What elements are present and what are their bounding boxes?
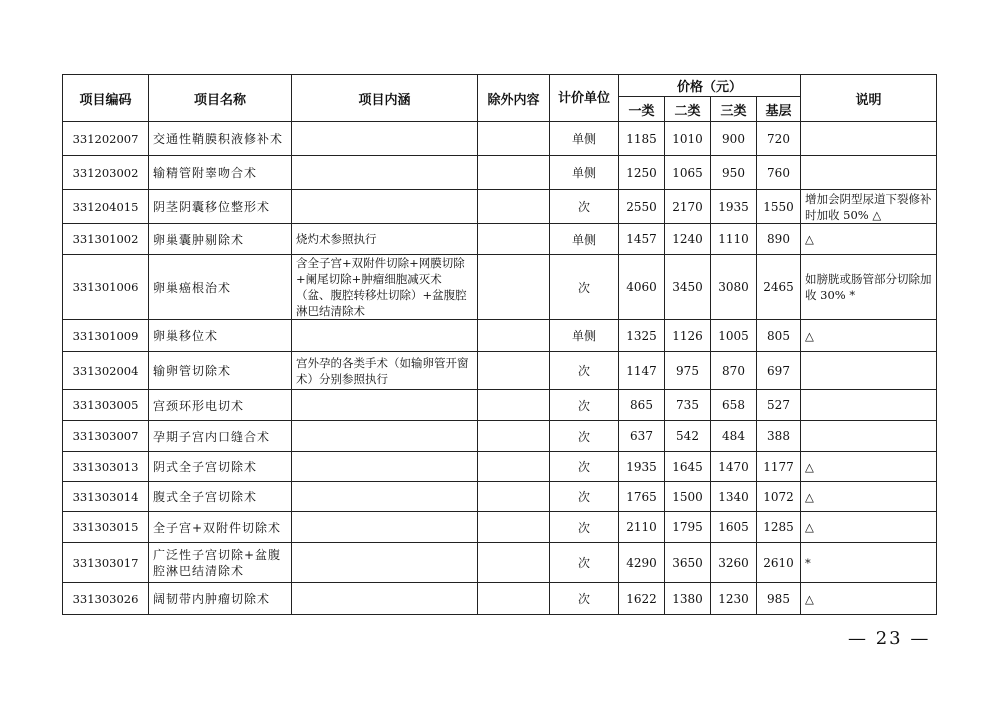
cell-content [292, 390, 478, 421]
cell-content [292, 512, 478, 543]
cell-note: △ [801, 583, 937, 615]
cell-content [292, 452, 478, 482]
cell-price-class1: 865 [619, 390, 665, 421]
cell-exclusion [478, 320, 550, 352]
cell-name: 宫颈环形电切术 [149, 390, 292, 421]
cell-exclusion [478, 352, 550, 390]
cell-price-base: 890 [757, 224, 801, 255]
cell-unit: 单侧 [550, 224, 619, 255]
cell-price-class1: 2550 [619, 190, 665, 224]
cell-price-class3: 1340 [711, 482, 757, 512]
cell-code: 331303014 [63, 482, 149, 512]
cell-price-class2: 1500 [665, 482, 711, 512]
cell-exclusion [478, 190, 550, 224]
cell-exclusion [478, 421, 550, 452]
table-row [63, 224, 937, 255]
cell-code: 331302004 [63, 352, 149, 390]
header-name: 项目名称 [149, 75, 292, 122]
cell-unit: 次 [550, 190, 619, 224]
table-body [63, 122, 937, 615]
cell-price-class3: 1005 [711, 320, 757, 352]
cell-price-class2: 3450 [665, 255, 711, 320]
cell-price-class3: 1470 [711, 452, 757, 482]
header-class3: 三类 [711, 97, 757, 122]
cell-note: △ [801, 224, 937, 255]
cell-price-class1: 1147 [619, 352, 665, 390]
cell-name: 广泛性子宫切除+盆腹腔淋巴结清除术 [149, 543, 292, 583]
cell-exclusion [478, 224, 550, 255]
cell-price-base: 1285 [757, 512, 801, 543]
cell-note: △ [801, 452, 937, 482]
cell-price-class3: 484 [711, 421, 757, 452]
cell-price-class3: 900 [711, 122, 757, 156]
table-row [63, 583, 937, 615]
cell-name: 输精管附睾吻合术 [149, 156, 292, 190]
page-number: — 23 — [848, 628, 931, 649]
price-table [62, 74, 937, 615]
cell-exclusion [478, 512, 550, 543]
cell-exclusion [478, 452, 550, 482]
cell-price-class2: 542 [665, 421, 711, 452]
cell-content [292, 583, 478, 615]
cell-code: 331303026 [63, 583, 149, 615]
cell-price-base: 527 [757, 390, 801, 421]
cell-price-class3: 3080 [711, 255, 757, 320]
cell-unit: 次 [550, 352, 619, 390]
header-note: 说明 [801, 75, 937, 122]
cell-name: 卵巢癌根治术 [149, 255, 292, 320]
cell-content [292, 190, 478, 224]
table-row [63, 320, 937, 352]
cell-price-class2: 1010 [665, 122, 711, 156]
cell-price-class2: 2170 [665, 190, 711, 224]
cell-price-class1: 1765 [619, 482, 665, 512]
cell-unit: 单侧 [550, 320, 619, 352]
table-row [63, 390, 937, 421]
cell-exclusion [478, 583, 550, 615]
table-row [63, 512, 937, 543]
cell-price-base: 388 [757, 421, 801, 452]
table-header [63, 75, 937, 122]
cell-content: 含全子宫+双附件切除+网膜切除+阑尾切除+肿瘤细胞减灭术（盆、腹腔转移灶切除）+盆腹腔淋巴结清除术 [292, 255, 478, 320]
cell-unit: 次 [550, 452, 619, 482]
cell-unit: 次 [550, 390, 619, 421]
cell-unit: 次 [550, 255, 619, 320]
cell-exclusion [478, 122, 550, 156]
cell-price-class3: 658 [711, 390, 757, 421]
cell-price-class1: 1250 [619, 156, 665, 190]
header-class1: 一类 [619, 97, 665, 122]
cell-price-base: 697 [757, 352, 801, 390]
cell-note [801, 352, 937, 390]
cell-code: 331303007 [63, 421, 149, 452]
cell-code: 331303013 [63, 452, 149, 482]
cell-unit: 单侧 [550, 156, 619, 190]
cell-price-class1: 1457 [619, 224, 665, 255]
cell-code: 331204015 [63, 190, 149, 224]
cell-price-class2: 1380 [665, 583, 711, 615]
cell-price-class3: 870 [711, 352, 757, 390]
cell-price-class1: 637 [619, 421, 665, 452]
cell-unit: 单侧 [550, 122, 619, 156]
cell-content [292, 122, 478, 156]
cell-unit: 次 [550, 482, 619, 512]
table-row [63, 255, 937, 320]
cell-exclusion [478, 543, 550, 583]
header-class2: 二类 [665, 97, 711, 122]
cell-note: △ [801, 320, 937, 352]
header-exclusion: 除外内容 [478, 75, 550, 122]
cell-code: 331303005 [63, 390, 149, 421]
cell-price-class1: 4290 [619, 543, 665, 583]
header-unit: 计价单位 [550, 75, 619, 122]
cell-price-base: 1177 [757, 452, 801, 482]
cell-name: 卵巢移位术 [149, 320, 292, 352]
cell-price-class2: 1645 [665, 452, 711, 482]
table-row [63, 122, 937, 156]
cell-exclusion [478, 482, 550, 512]
cell-code: 331301002 [63, 224, 149, 255]
cell-price-class3: 1230 [711, 583, 757, 615]
cell-price-class1: 4060 [619, 255, 665, 320]
cell-note [801, 156, 937, 190]
cell-price-class1: 1185 [619, 122, 665, 156]
cell-code: 331301009 [63, 320, 149, 352]
cell-price-class2: 1240 [665, 224, 711, 255]
cell-name: 输卵管切除术 [149, 352, 292, 390]
table-row [63, 156, 937, 190]
header-base: 基层 [757, 97, 801, 122]
cell-code: 331303017 [63, 543, 149, 583]
cell-unit: 次 [550, 543, 619, 583]
cell-name: 阴式全子宫切除术 [149, 452, 292, 482]
cell-price-class2: 1065 [665, 156, 711, 190]
cell-name: 阔韧带内肿瘤切除术 [149, 583, 292, 615]
cell-exclusion [478, 255, 550, 320]
header-code: 项目编码 [63, 75, 149, 122]
cell-price-class3: 1605 [711, 512, 757, 543]
cell-code: 331203002 [63, 156, 149, 190]
cell-note [801, 421, 937, 452]
cell-price-class1: 2110 [619, 512, 665, 543]
cell-price-class3: 950 [711, 156, 757, 190]
cell-price-class2: 1126 [665, 320, 711, 352]
table-row [63, 190, 937, 224]
cell-price-base: 985 [757, 583, 801, 615]
table-row [63, 452, 937, 482]
cell-note: 增加会阴型尿道下裂修补时加收 50% △ [801, 190, 937, 224]
cell-content [292, 320, 478, 352]
cell-name: 腹式全子宫切除术 [149, 482, 292, 512]
cell-code: 331303015 [63, 512, 149, 543]
cell-price-base: 2465 [757, 255, 801, 320]
table-row [63, 482, 937, 512]
cell-name: 交通性鞘膜积液修补术 [149, 122, 292, 156]
cell-price-base: 2610 [757, 543, 801, 583]
cell-name: 卵巢囊肿剔除术 [149, 224, 292, 255]
cell-price-class2: 975 [665, 352, 711, 390]
table-row [63, 352, 937, 390]
cell-unit: 次 [550, 583, 619, 615]
cell-price-class3: 1935 [711, 190, 757, 224]
cell-price-base: 1550 [757, 190, 801, 224]
cell-price-class2: 3650 [665, 543, 711, 583]
cell-price-class3: 1110 [711, 224, 757, 255]
cell-price-base: 1072 [757, 482, 801, 512]
header-content: 项目内涵 [292, 75, 478, 122]
cell-unit: 次 [550, 421, 619, 452]
cell-name: 阴茎阴囊移位整形术 [149, 190, 292, 224]
cell-price-class1: 1622 [619, 583, 665, 615]
cell-unit: 次 [550, 512, 619, 543]
cell-note: 如膀胱或肠管部分切除加收 30% * [801, 255, 937, 320]
cell-exclusion [478, 390, 550, 421]
cell-price-class2: 1795 [665, 512, 711, 543]
cell-price-class3: 3260 [711, 543, 757, 583]
cell-note: * [801, 543, 937, 583]
cell-note [801, 122, 937, 156]
cell-content [292, 156, 478, 190]
cell-content [292, 421, 478, 452]
cell-content: 烧灼术参照执行 [292, 224, 478, 255]
table-row [63, 421, 937, 452]
cell-code: 331301006 [63, 255, 149, 320]
cell-price-base: 805 [757, 320, 801, 352]
table-row [63, 543, 937, 583]
cell-name: 孕期子宫内口缝合术 [149, 421, 292, 452]
cell-price-base: 720 [757, 122, 801, 156]
cell-exclusion [478, 156, 550, 190]
cell-name: 全子宫+双附件切除术 [149, 512, 292, 543]
cell-content [292, 543, 478, 583]
cell-content: 宫外孕的各类手术（如输卵管开窗术）分别参照执行 [292, 352, 478, 390]
header-price: 价格（元） [619, 75, 801, 97]
cell-price-base: 760 [757, 156, 801, 190]
cell-price-class1: 1935 [619, 452, 665, 482]
cell-content [292, 482, 478, 512]
cell-note: △ [801, 482, 937, 512]
cell-note [801, 390, 937, 421]
cell-price-class2: 735 [665, 390, 711, 421]
cell-price-class1: 1325 [619, 320, 665, 352]
cell-note: △ [801, 512, 937, 543]
cell-code: 331202007 [63, 122, 149, 156]
